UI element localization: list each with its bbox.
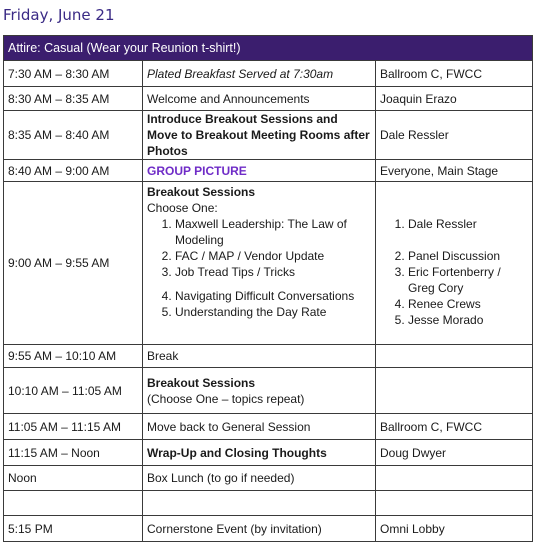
list-item: 3. Job Tread Tips / Tricks — [175, 264, 371, 280]
table-row — [4, 440, 533, 466]
table-row — [4, 111, 533, 160]
attire-banner: Attire: Casual (Wear your Reunion t-shirt!) — [4, 36, 533, 61]
table-row — [4, 160, 533, 182]
time-cell: 7:30 AM – 8:30 AM — [4, 61, 143, 87]
event-title: Breakout Sessions — [147, 375, 256, 390]
presenter-cell — [376, 368, 533, 414]
day-title: Friday, June 21 — [3, 6, 115, 24]
time-cell: 8:30 AM – 8:35 AM — [4, 87, 143, 111]
list-item: 5. Jesse Morado — [408, 312, 528, 328]
time-cell: 9:55 AM – 10:10 AM — [4, 345, 143, 368]
event-subtitle: (Choose One – topics repeat) — [147, 391, 305, 406]
table-row — [4, 414, 533, 440]
table-row — [4, 466, 533, 491]
list-item: 4. Renee Crews — [408, 296, 528, 312]
time-cell: 8:40 AM – 9:00 AM — [4, 160, 143, 182]
presenter-cell — [376, 345, 533, 368]
time-cell: 11:15 AM – Noon — [4, 440, 143, 466]
presenter-cell — [376, 466, 533, 491]
event-cell: Wrap-Up and Closing Thoughts — [143, 440, 376, 466]
presenter-cell — [376, 491, 533, 516]
presenter-cell: Joaquin Erazo — [376, 87, 533, 111]
list-item: 1. Dale Ressler — [408, 216, 528, 232]
time-cell — [4, 491, 143, 516]
table-row — [4, 61, 533, 87]
event-cell: Welcome and Announcements — [143, 87, 376, 111]
event-cell: Box Lunch (to go if needed) — [143, 466, 376, 491]
table-row — [4, 368, 533, 414]
time-cell: 11:05 AM – 11:15 AM — [4, 414, 143, 440]
event-cell: Cornerstone Event (by invitation) — [143, 516, 376, 542]
time-cell: 10:10 AM – 11:05 AM — [4, 368, 143, 414]
event-subtitle: Choose One: — [147, 201, 218, 215]
presenter-list — [380, 216, 528, 328]
attire-row — [4, 36, 533, 61]
table-row — [4, 182, 533, 345]
table-row — [4, 345, 533, 368]
event-cell: Introduce Breakout Sessions and Move to Breakout Meeting Rooms after Photos — [143, 111, 376, 160]
list-item: 4. Navigating Difficult Conversations — [175, 288, 371, 304]
time-cell: 5:15 PM — [4, 516, 143, 542]
event-cell: GROUP PICTURE — [143, 160, 376, 182]
event-cell: Plated Breakfast Served at 7:30am — [143, 61, 376, 87]
list-item: 1. Maxwell Leadership: The Law of Modeling — [175, 216, 371, 248]
event-title: Breakout Sessions — [147, 185, 256, 199]
list-item: 2. Panel Discussion — [408, 248, 528, 264]
time-cell: 8:35 AM – 8:40 AM — [4, 111, 143, 160]
event-cell: Move back to General Session — [143, 414, 376, 440]
event-cell — [143, 491, 376, 516]
presenter-cell — [376, 182, 533, 345]
list-item: 5. Understanding the Day Rate — [175, 304, 371, 320]
presenter-cell: Ballroom C, FWCC — [376, 414, 533, 440]
schedule-table — [3, 35, 533, 542]
time-cell: Noon — [4, 466, 143, 491]
presenter-cell: Dale Ressler — [376, 111, 533, 160]
event-cell — [143, 368, 376, 414]
list-item: 3. Eric Fortenberry / Greg Cory — [408, 264, 528, 296]
presenter-cell: Ballroom C, FWCC — [376, 61, 533, 87]
presenter-cell: Doug Dwyer — [376, 440, 533, 466]
presenter-cell: Omni Lobby — [376, 516, 533, 542]
event-cell: Break — [143, 345, 376, 368]
event-cell — [143, 182, 376, 345]
presenter-cell: Everyone, Main Stage — [376, 160, 533, 182]
list-item: 2. FAC / MAP / Vendor Update — [175, 248, 371, 264]
time-cell: 9:00 AM – 9:55 AM — [4, 182, 143, 345]
session-list — [147, 216, 371, 320]
table-row — [4, 87, 533, 111]
table-row — [4, 491, 533, 516]
table-row — [4, 516, 533, 542]
